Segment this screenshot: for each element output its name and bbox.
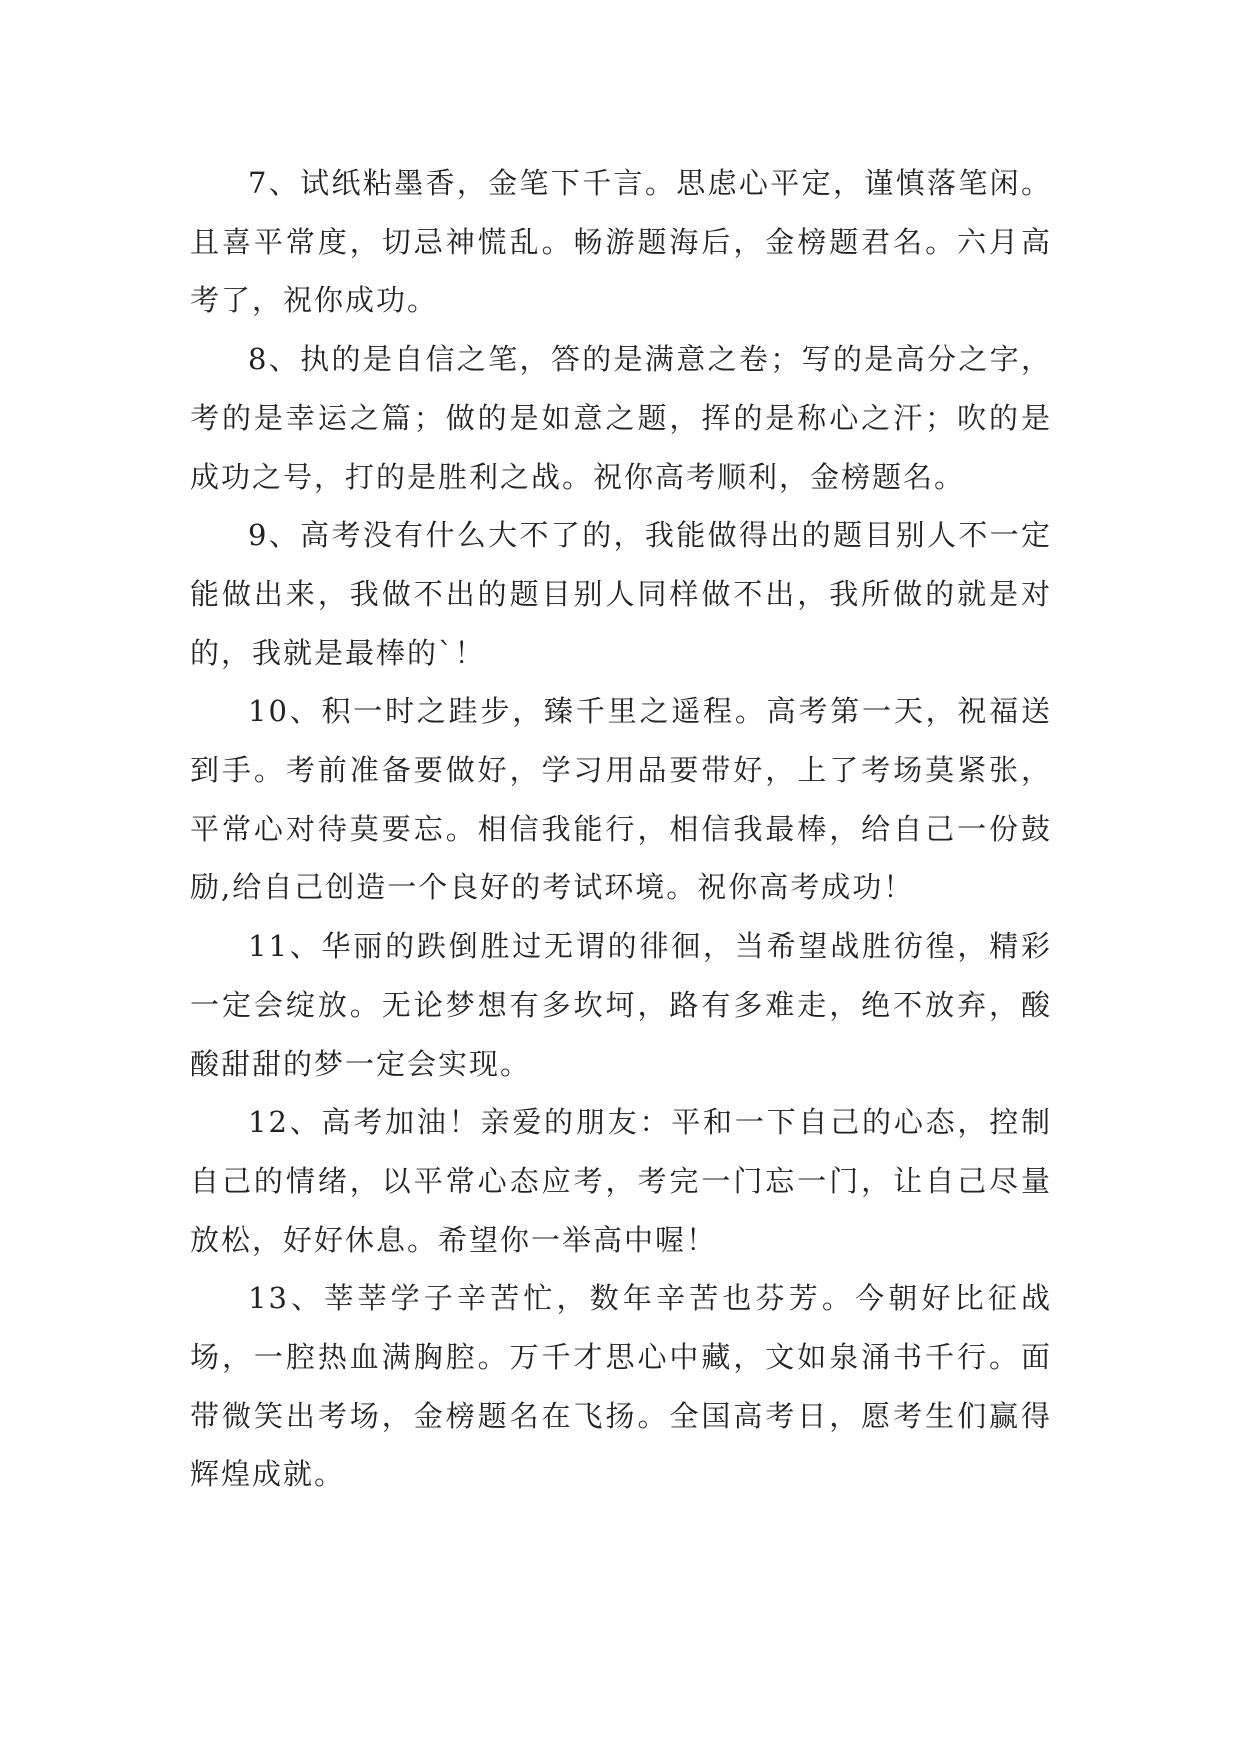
paragraph-12: 12、高考加油！亲爱的朋友：平和一下自己的心态，控制自己的情绪，以平常心态应考，考完一门忘一门，让自己尽量放松，好好休息。希望你一举高中喔！ xyxy=(190,1105,1052,1257)
paragraph-11: 11、华丽的跌倒胜过无谓的徘徊，当希望战胜彷徨，精彩一定会绽放。无论梦想有多坎坷，路有多难走，绝不放弃，酸酸甜甜的梦一定会实现。 xyxy=(190,929,1052,1081)
document-body xyxy=(190,154,1052,1504)
paragraph-13: 13、莘莘学子辛苦忙，数年辛苦也芬芳。今朝好比征战场，一腔热血满胸腔。万千才思心中藏，文如泉涌书千行。面带微笑出考场，金榜题名在飞扬。全国高考日，愿考生们赢得辉煌成就。 xyxy=(190,1281,1052,1492)
paragraph-10: 10、积一时之跬步，臻千里之遥程。高考第一天，祝福送到手。考前准备要做好，学习用品要带好，上了考场莫紧张，平常心对待莫要忘。相信我能行，相信我最棒，给自己一份鼓励,给自己创造一个良好的考试环境。祝你高考成功！ xyxy=(190,694,1052,905)
paragraph-8: 8、执的是自信之笔，答的是满意之卷；写的是高分之字，考的是幸运之篇；做的是如意之题，挥的是称心之汗；吹的是成功之号，打的是胜利之战。祝你高考顺利，金榜题名。 xyxy=(190,342,1052,494)
paragraph-7: 7、试纸粘墨香，金笔下千言。思虑心平定，谨慎落笔闲。且喜平常度，切忌神慌乱。畅游题海后，金榜题君名。六月高考了，祝你成功。 xyxy=(190,166,1052,318)
paragraph-9: 9、高考没有什么大不了的，我能做得出的题目别人不一定能做出来，我做不出的题目别人同样做不出，我所做的就是对的，我就是最棒的`！ xyxy=(190,518,1052,670)
